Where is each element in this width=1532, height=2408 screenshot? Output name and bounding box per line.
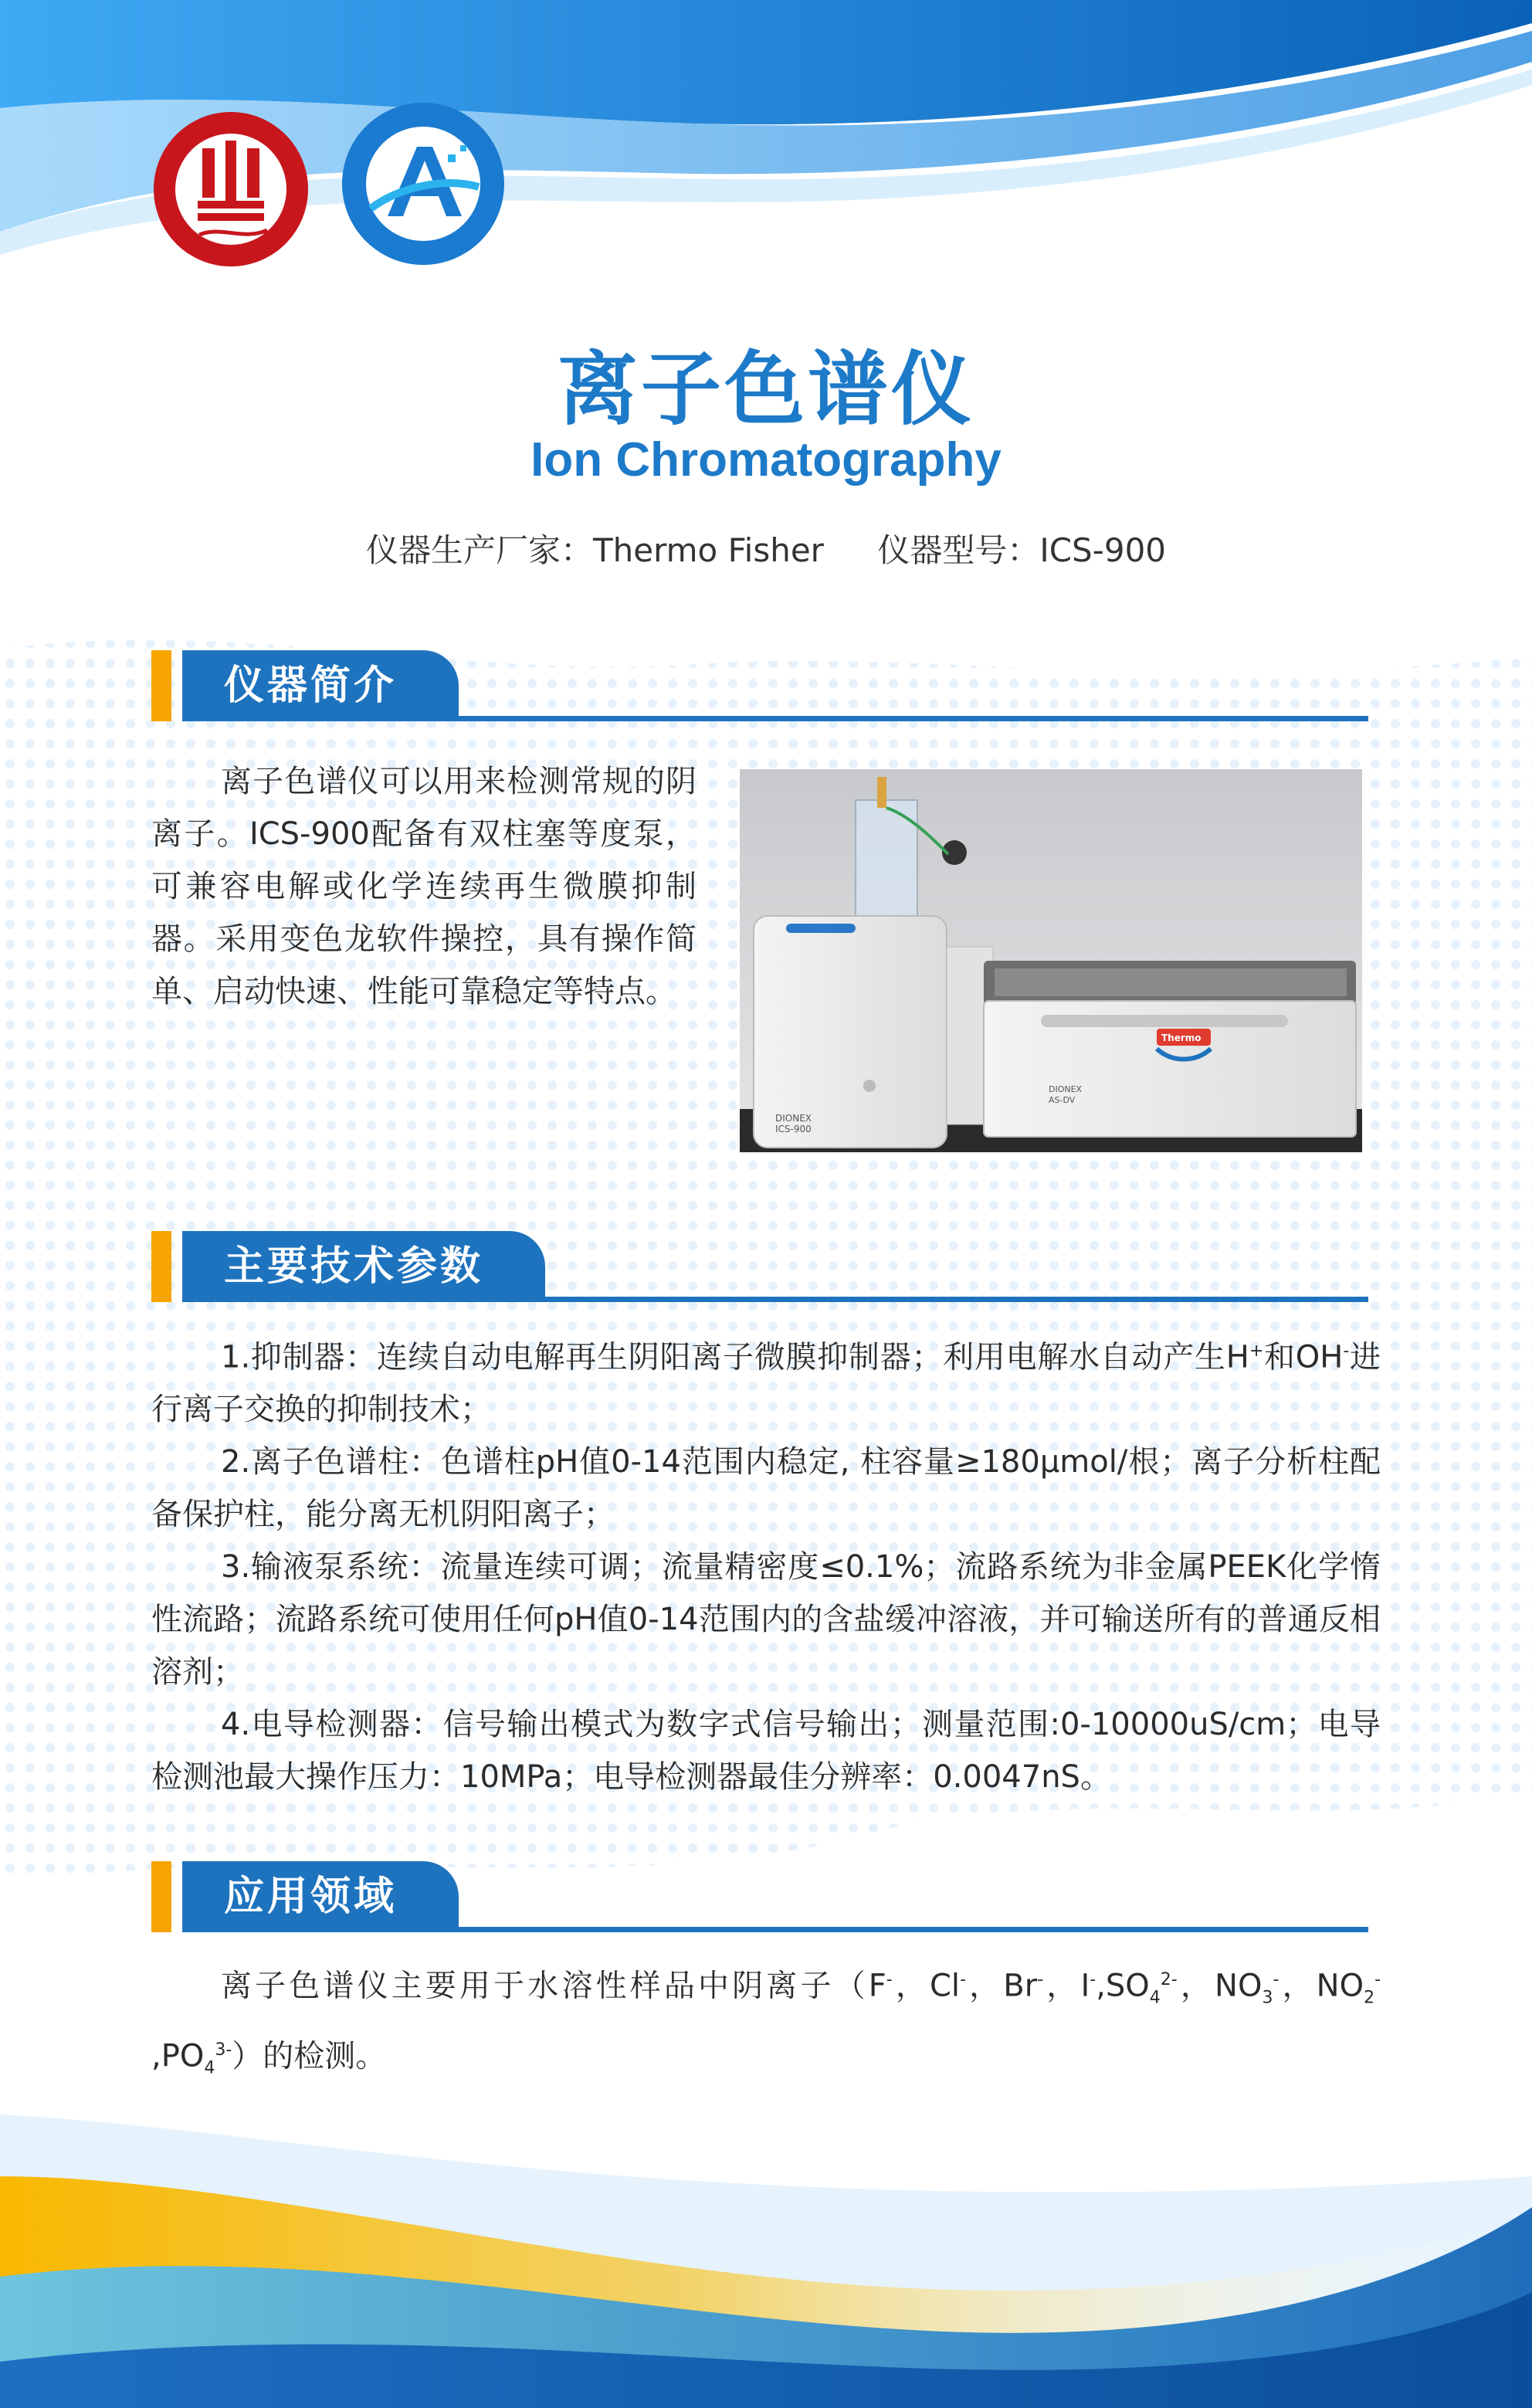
right-unit-brand: DIONEX (1049, 1084, 1083, 1094)
manufacturer-text: 仪器生产厂家：Thermo Fisher (365, 531, 824, 569)
page-title: 离子色谱仪 (557, 342, 974, 436)
param-detector: 4.电导检测器：信号输出模式为数字式信号输出；测量范围:0-10000uS/cm；电导检测池最大操作压力：10MPa；电导检测器最佳分辨率：0.0047nS。 (151, 1707, 1381, 1796)
section-title: 主要技术参数 (182, 1231, 545, 1302)
model-text: 仪器型号：ICS-900 (877, 531, 1167, 569)
section-title: 仪器简介 (182, 650, 459, 721)
section-params-header (151, 1231, 1368, 1302)
apps-text: 离子色谱仪主要用于水溶性样品中阴离子（F-，Cl-，Br-，$I^-,SO_4^{2-}$，$NO_3^-$，$NO_2^-$ $,PO_4^{3-}$）的检测。 (151, 1968, 1381, 2078)
section-apps-header (151, 1861, 1368, 1932)
bottom-wave-decoration (0, 2084, 1532, 2408)
section-intro-header (151, 650, 1368, 721)
param-suppressor: 1.抑制器：连续自动电解再生阴阳离子微膜抑制器；利用电解水自动产生H+和OH-进行离子交换的抑制技术； (151, 1339, 1381, 1428)
gdut-logo (151, 110, 310, 269)
instrument-photo (740, 769, 1362, 1152)
left-unit-brand: DIONEX (775, 1113, 812, 1124)
page-subtitle: Ion Chromatography (530, 433, 1002, 487)
param-column: 2.离子色谱柱：色谱柱pH值0-14范围内稳定, 柱容量≥180μmol/根；离子分析柱配备保护柱，能分离无机阴阳离子； (151, 1444, 1381, 1533)
section-marker (151, 1231, 171, 1302)
analysis-center-logo (340, 100, 507, 267)
photo-badge: Thermo (1161, 1033, 1202, 1043)
params-list (151, 1325, 1381, 1803)
param-pump: 3.输液泵系统：流量连续可调；流量精密度≤0.1%；流路系统为非金属PEEK化学惰性流路；流路系统可使用任何pH值0-14范围内的含盐缓冲溶液，并可输送所有的普通反相溶剂； (151, 1549, 1381, 1691)
section-marker (151, 650, 171, 721)
right-unit-model: AS-DV (1049, 1095, 1076, 1105)
section-marker (151, 1861, 171, 1932)
intro-text: 离子色谱仪可以用来检测常规的阴离子。ICS-900配备有双柱塞等度泵，可兼容电解或化学连续再生微膜抑制器。采用变色龙软件操控，具有操作简单、启动快速、性能可靠稳定等特点。 (151, 764, 697, 1009)
left-unit-model: ICS-900 (775, 1124, 812, 1134)
section-title: 应用领域 (182, 1861, 459, 1932)
instrument-info (0, 525, 1532, 571)
